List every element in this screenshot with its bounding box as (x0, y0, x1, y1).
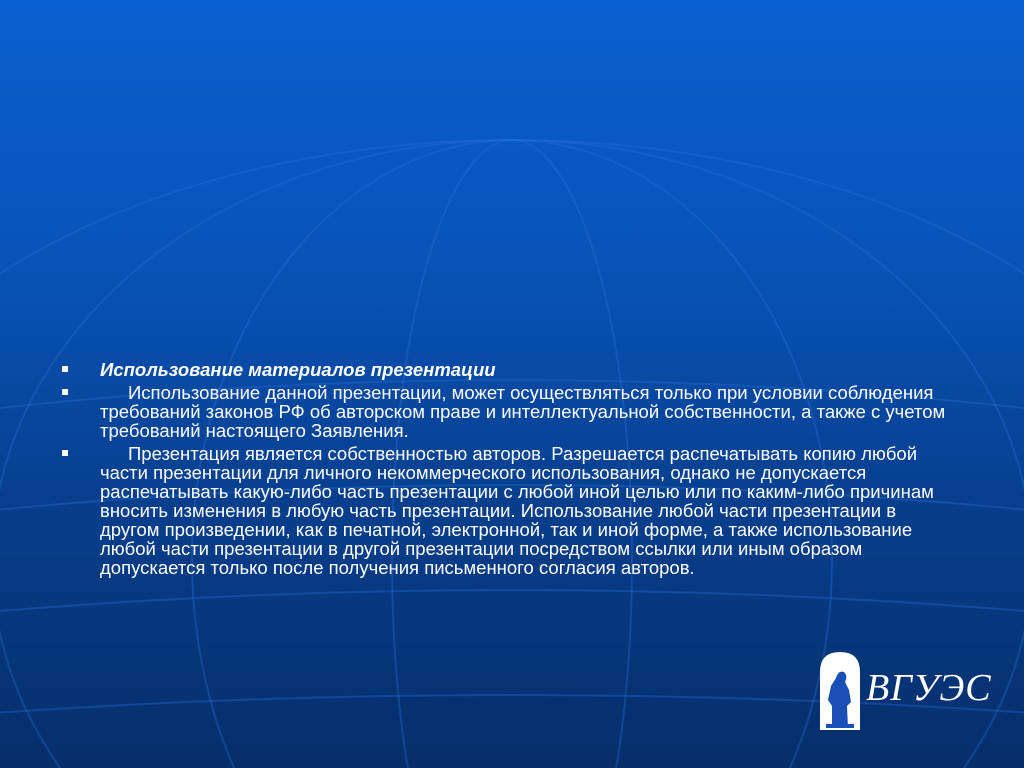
square-bullet-icon (62, 450, 68, 456)
slide-content (58, 360, 958, 581)
vgues-logo (818, 650, 998, 732)
bullet-item-ownership (58, 444, 958, 577)
bullet-item-usage-conditions (58, 383, 958, 440)
square-bullet-icon (62, 389, 68, 395)
paragraph-text: Использование данной презентации, может осуществляться только при условии соблюдения требований законов РФ об авторском праве и интеллектуальной собственности, а также с учетом требований настоящего Заявления. (100, 382, 946, 441)
logo-text: ВГУЭС (866, 667, 992, 709)
university-statue-logo-icon (818, 650, 862, 730)
bullet-item-heading (58, 360, 958, 379)
paragraph-text: Презентация является собственностью авторов. Разрешается распечатывать копию любой части презентации для личного некоммерческого использования, однако не допускается распечатывать какую-либо часть презентации с любой иной целью или по каким-либо причинам вносить изменения в любую часть презентации. Использование любой части презентации в другом произведении, как в печатной, электронной, так и иной форме, а также использование любой части презентации в другой презентации посредством ссылки или иным образом допускается только после получения письменного согласия авторов. (100, 443, 934, 578)
square-bullet-icon (62, 366, 68, 372)
heading-text: Использование материалов презентации (100, 359, 496, 380)
